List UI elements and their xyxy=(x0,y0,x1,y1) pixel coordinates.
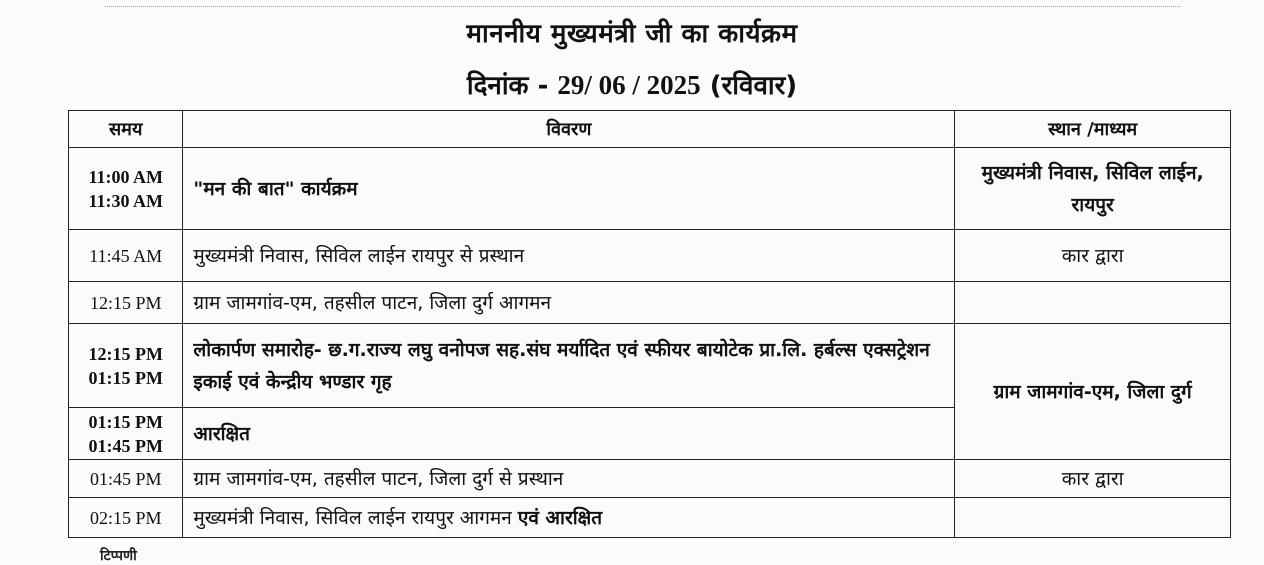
description-cell: "मन की बात" कार्यक्रम xyxy=(183,148,955,230)
date-value: 29/ 06 / 2025 xyxy=(557,70,701,100)
time-cell: 12:15 PM xyxy=(69,282,183,324)
time-start: 11:00 AM xyxy=(88,166,163,187)
time-end: 11:30 AM xyxy=(88,190,163,211)
top-divider xyxy=(105,6,1180,7)
time-cell: 02:15 PM xyxy=(69,498,183,538)
table-row xyxy=(69,460,1231,498)
page-title: माननीय मुख्यमंत्री जी का कार्यक्रम xyxy=(466,19,798,49)
time-start: 12:15 PM xyxy=(88,343,163,364)
table-row xyxy=(69,148,1231,230)
time-end: 01:45 PM xyxy=(88,435,163,456)
description-text: मुख्यमंत्री निवास, सिविल लाईन रायपुर आगमन xyxy=(193,506,518,529)
place-cell: मुख्यमंत्री निवास, सिविल लाईन, रायपुर xyxy=(955,148,1231,230)
header-time: समय xyxy=(69,111,183,148)
time-start: 01:15 PM xyxy=(88,411,163,432)
table-row xyxy=(69,282,1231,324)
description-cell xyxy=(183,498,955,538)
description-cell: ग्राम जामगांव-एम, तहसील पाटन, जिला दुर्ग से प्रस्थान xyxy=(183,460,955,498)
place-cell xyxy=(955,498,1231,538)
place-cell: ग्राम जामगांव-एम, जिला दुर्ग xyxy=(955,324,1231,460)
time-cell xyxy=(69,324,183,408)
table-row xyxy=(69,324,1231,408)
description-cell: मुख्यमंत्री निवास, सिविल लाईन रायपुर से प्रस्थान xyxy=(183,230,955,282)
description-cell: आरक्षित xyxy=(183,408,955,460)
place-cell: कार द्वारा xyxy=(955,460,1231,498)
description-bold-text: एवं आरक्षित xyxy=(517,506,603,529)
time-end: 01:15 PM xyxy=(88,367,163,388)
footer-note: टिप्पणी xyxy=(100,548,137,564)
page-date xyxy=(0,66,1264,102)
description-cell: ग्राम जामगांव-एम, तहसील पाटन, जिला दुर्ग आगमन xyxy=(183,282,955,324)
place-cell xyxy=(955,282,1231,324)
table-row xyxy=(69,498,1231,538)
time-cell: 01:45 PM xyxy=(69,460,183,498)
place-cell: कार द्वारा xyxy=(955,230,1231,282)
schedule-table xyxy=(68,110,1231,538)
date-prefix: दिनांक - xyxy=(466,71,558,101)
time-cell: 11:45 AM xyxy=(69,230,183,282)
date-day: (रविवार) xyxy=(700,71,798,101)
time-cell xyxy=(69,148,183,230)
time-cell xyxy=(69,408,183,460)
table-row xyxy=(69,230,1231,282)
header-place: स्थान /माध्यम xyxy=(955,111,1231,148)
description-cell: लोकार्पण समारोह- छ.ग.राज्य लघु वनोपज सह.संघ मर्यादित एवं स्फीयर बायोटेक प्रा.लि. हर्बल्स एक्सट्रेशन इकाई एवं केन्द्रीय भण्डार गृह xyxy=(183,324,955,408)
table-header-row xyxy=(69,111,1231,148)
header-description: विवरण xyxy=(183,111,955,148)
